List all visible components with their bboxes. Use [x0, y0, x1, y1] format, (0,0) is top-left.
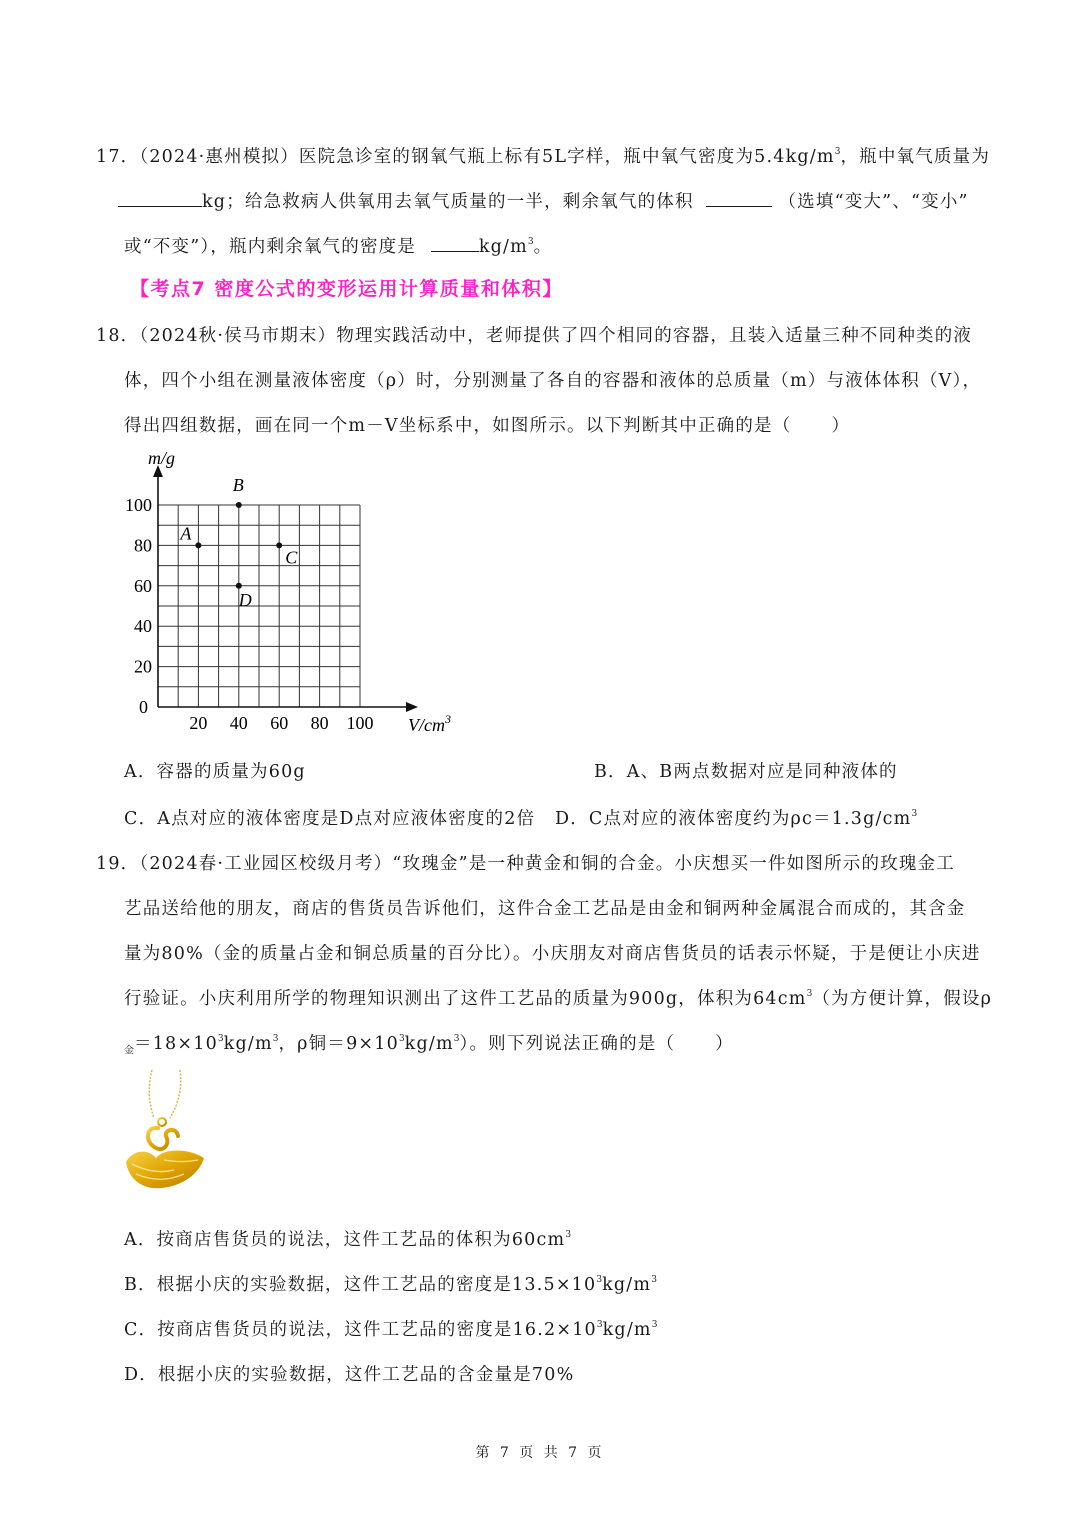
answer-blank-volume[interactable]: [706, 205, 772, 207]
x-axis-arrow: [406, 702, 418, 712]
x-axis-label: $V/cm^3$: [408, 712, 451, 735]
q19-option-c[interactable]: C．按商店售货员的说法，这件工艺品的密度是$16.2\times 10^3kg/m^3$: [124, 1320, 658, 1340]
data-point-a: [195, 542, 201, 548]
q17-line-1: 17．（2024·惠州模拟）医院急诊室的钢氧气瓶上标有5L字样，瓶中氧气密度为$5.4kg/m^3$，瓶中氧气质量为: [96, 147, 991, 167]
y-tick-label: 100: [125, 495, 152, 515]
y-tick-label: 80: [134, 535, 152, 556]
chart-axes: [153, 465, 418, 712]
q19-line-5: $_金=18\times 10^3kg/m^3$，ρ铜$=9\times 10^3kg/m^3$）。则下列说法正确的是（ ）: [124, 1034, 734, 1057]
q18-option-c[interactable]: C．A点对应的液体密度是D点对应液体密度的2倍: [124, 809, 536, 829]
section-title: 【考点7 密度公式的变形运用计算质量和体积】: [130, 278, 563, 300]
q19-line-3: 量为80%（金的质量占金和铜总质量的百分比）。小庆朋友对商店售货员的话表示怀疑，于是便让小庆进: [124, 944, 981, 964]
data-point-b: [236, 502, 242, 508]
q18-line-3: 得出四组数据，画在同一个m－V坐标系中，如图所示。以下判断其中正确的是（ ）: [124, 416, 851, 436]
chart-ticks: [125, 495, 374, 733]
q18-option-d[interactable]: D．C点对应的液体密度约为$\rho c=1.3g/cm^3$: [555, 809, 918, 829]
data-point-label: D: [238, 589, 252, 610]
y-tick-label: 60: [134, 575, 152, 596]
x-tick-label: 20: [189, 713, 208, 733]
data-point-d: [236, 583, 242, 589]
y-axis-label: m/g: [148, 450, 175, 468]
q19-option-a[interactable]: A．按商店售货员的说法，这件工艺品的体积为$60cm^3$: [124, 1230, 572, 1250]
q18-line-1: 18．（2024秋·侯马市期末）物理实践活动中，老师提供了四个相同的容器，且装入适量三种不同种类的液: [96, 326, 973, 346]
swan-pendant-image: [118, 1066, 218, 1202]
q19-option-b[interactable]: B．根据小庆的实验数据，这件工艺品的密度是$13.5\times 10^3kg/m^3$: [124, 1275, 657, 1295]
m-v-chart: [110, 450, 480, 745]
data-point-label: B: [232, 475, 244, 495]
answer-blank-mass[interactable]: [118, 205, 202, 207]
x-tick-label: 100: [346, 713, 374, 733]
q17-line-3: 或“不变”），瓶内剩余氧气的密度是 $kg/m^3$。: [124, 237, 553, 257]
q18-option-b[interactable]: B．A、B两点数据对应是同种液体的: [594, 762, 898, 782]
q19-line-2: 艺品送给他的朋友，商店的售货员告诉他们，这件合金工艺品是由金和铜两种金属混合而成的，其含金: [124, 899, 966, 919]
q19-option-d[interactable]: D．根据小庆的实验数据，这件工艺品的含金量是70%: [124, 1365, 575, 1385]
y-tick-label: 20: [134, 656, 152, 677]
y-tick-label: 40: [134, 616, 152, 637]
answer-blank-density[interactable]: [431, 250, 479, 252]
q19-line-1: 19．（2024春·工业园区校级月考）“玫瑰金”是一种黄金和铜的合金。小庆想买一件如图所示的玫瑰金工: [96, 854, 956, 874]
page-footer: 第 7 页 共 7 页: [475, 1445, 605, 1461]
x-tick-label: 40: [229, 713, 248, 733]
y-tick-label: 0: [139, 697, 148, 717]
data-point-c: [276, 542, 282, 548]
q18-line-2: 体，四个小组在测量液体密度（ρ）时，分别测量了各自的容器和液体的总质量（m）与液体体积（V），: [124, 371, 982, 391]
q19-line-4: 行验证。小庆利用所学的物理知识测出了这件工艺品的质量为900g，体积为$64cm^3$（为方便计算，假设ρ: [124, 989, 993, 1009]
data-point-label: C: [285, 547, 298, 568]
q18-option-a[interactable]: A．容器的质量为60g: [124, 762, 306, 782]
data-point-label: A: [180, 523, 192, 544]
x-tick-label: 80: [310, 713, 329, 733]
q17-line-2: kg；给急救病人供氧用去氧气质量的一半，剩余氧气的体积 （选填“变大”、“变小”: [118, 188, 969, 213]
x-tick-label: 60: [270, 713, 289, 733]
